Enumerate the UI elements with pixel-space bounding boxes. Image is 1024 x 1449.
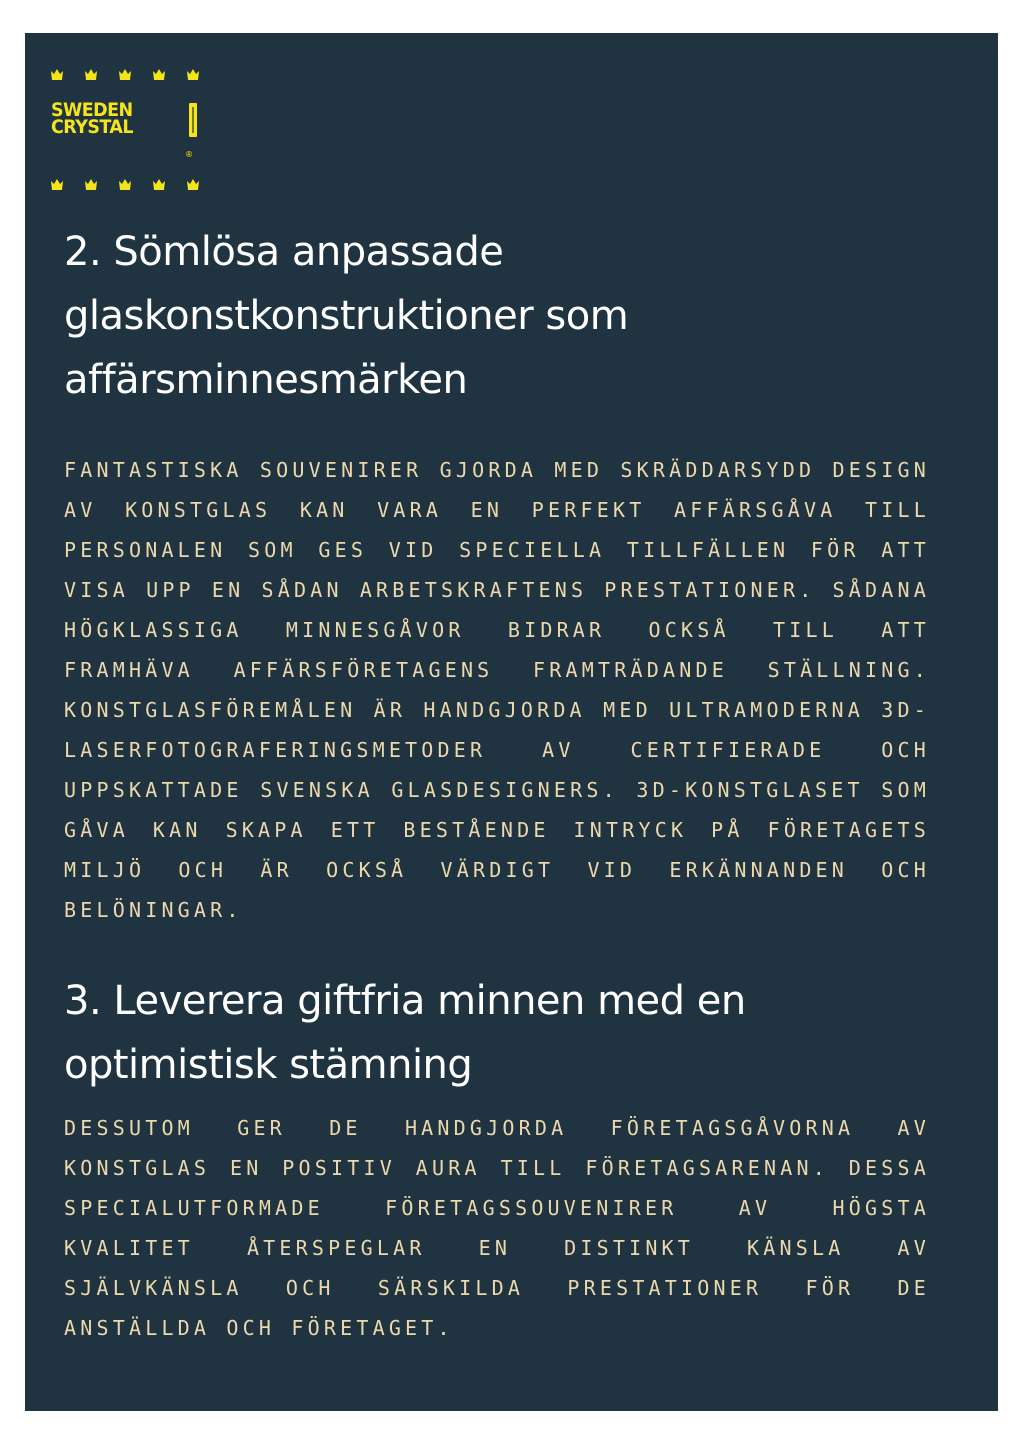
section-2-heading: 2. Sömlösa anpassade glaskonstkonstruktioner som affärsminnesmärken — [64, 229, 629, 403]
crown-icon — [119, 179, 131, 190]
crown-row-top — [51, 69, 199, 81]
crown-icon — [85, 69, 97, 80]
logo-line-2: CRYSTAL — [51, 116, 133, 138]
section-3-body: DESSUTOM GER DE HANDGJORDA FÖRETAGSGÅVORNA AV KONSTGLAS EN POSITIV AURA TILL FÖRETAGSARENAN. DESSA SPECIALUTFORMADE FÖRETAGSSOUVENIRER AV HÖGSTA KVALITET ÅTERSPEGLAR EN DISTINKT KÄNSLA AV SJÄLVKÄNSLA OCH SÄRSKILDA PRESTATIONER FÖR DE ANSTÄLLDA OCH FÖRETAGET. — [64, 1116, 930, 1340]
logo-line-1: SWEDEN — [51, 99, 133, 121]
crown-icon — [187, 179, 199, 190]
section-2-body: FANTASTISKA SOUVENIRER GJORDA MED SKRÄDDARSYDD DESIGN AV KONSTGLAS KAN VARA EN PERFEKT AFFÄRSGÅVA TILL PERSONALEN SOM GES VID SPECIELLA TILLFÄLLEN FÖR ATT VISA UPP EN SÅDAN ARBETSKRAFTENS PRESTATIONER. SÅDANA HÖGKLASSIGA MINNESGÅVOR BIDRAR OCKSÅ TILL ATT FRAMHÄVA AFFÄRSFÖRETAGENS FRAMTRÄDANDE STÄLLNING. KONSTGLASFÖREMÅLEN ÄR HANDGJORDA MED ULTRAMODERNA 3D-LASERFOTOGRAFERINGSMETODER AV CERTIFIERADE OCH UPPSKATTADE SVENSKA GLASDESIGNERS. 3D-KONSTGLASET SOM GÅVA KAN SKAPA ETT BESTÅENDE INTRYCK PÅ FÖRETAGETS MILJÖ OCH ÄR OCKSÅ VÄRDIGT VID ERKÄNNANDEN OCH BELÖNINGAR. — [64, 458, 930, 922]
registered-mark: ® — [185, 150, 193, 159]
content-card — [25, 33, 998, 1411]
crown-icon — [51, 69, 63, 80]
crown-icon — [153, 69, 165, 80]
crown-icon — [187, 69, 199, 80]
sweden-crystal-logo — [51, 69, 199, 191]
crown-row-bottom — [51, 179, 199, 191]
crown-icon — [85, 179, 97, 190]
crown-icon — [51, 179, 63, 190]
section-3-heading: 3. Leverera giftfria minnen med en optimistisk stämning — [64, 978, 746, 1088]
logo-wordmark — [51, 99, 171, 138]
logo-design-tag — [189, 103, 197, 137]
crown-icon — [153, 179, 165, 190]
crown-icon — [119, 69, 131, 80]
